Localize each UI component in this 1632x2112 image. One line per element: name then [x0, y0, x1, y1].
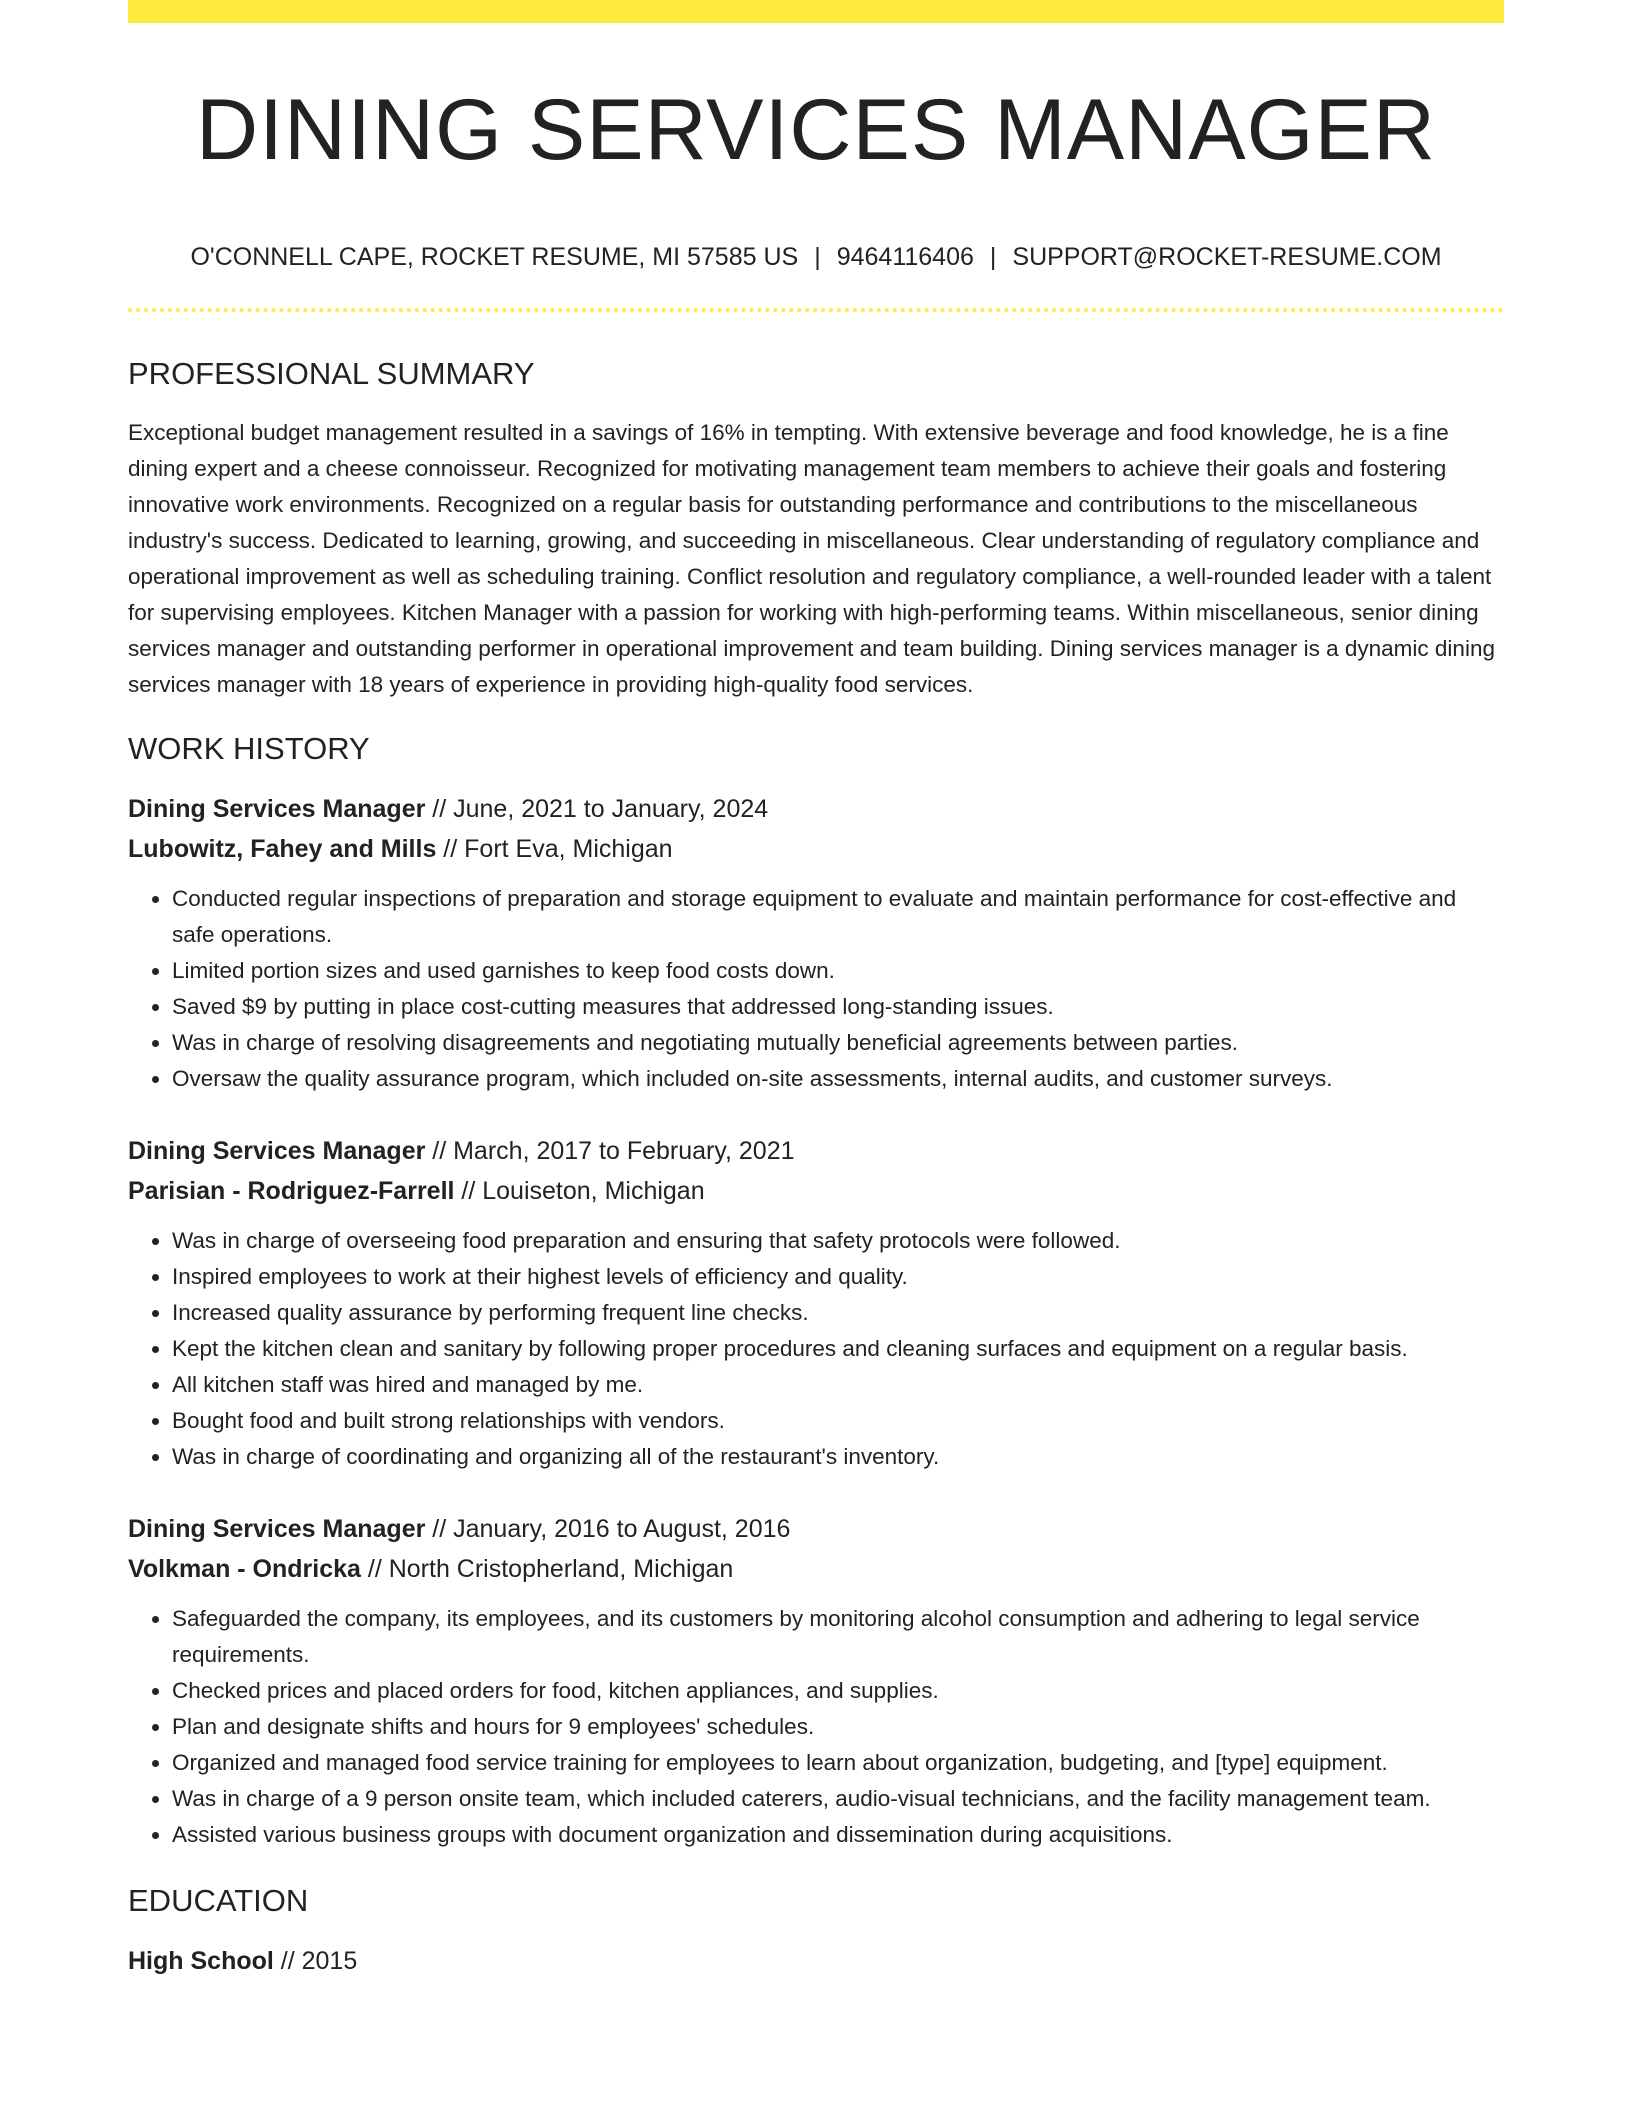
- job-bullet: • Limited portion sizes and used garnishes to keep food costs down.: [172, 953, 1504, 989]
- job-bullet: • Was in charge of resolving disagreements and negotiating mutually beneficial agreements between parties.: [172, 1025, 1504, 1061]
- resume-name: DINING SERVICES MANAGER: [196, 82, 1436, 178]
- job-bullets: [128, 1601, 1504, 1853]
- education-year: // 2015: [273, 1947, 358, 1975]
- job-bullets: [128, 881, 1504, 1097]
- job-bullet: • Plan and designate shifts and hours for 9 employees' schedules.: [172, 1709, 1504, 1745]
- job-role: Dining Services Manager: [128, 1515, 426, 1543]
- job-bullet: • Increased quality assurance by performing frequent line checks.: [172, 1295, 1504, 1331]
- job-entry: [128, 1131, 1504, 1475]
- job-entry: [128, 1509, 1504, 1853]
- contact-phone: 9464116406: [836, 243, 974, 271]
- summary-heading: PROFESSIONAL SUMMARY: [128, 356, 535, 391]
- job-role: Dining Services Manager: [128, 1137, 426, 1165]
- job-bullet: • Safeguarded the company, its employees, and its customers by monitoring alcohol consumption and adhering to legal service requirements.: [172, 1601, 1504, 1673]
- job-bullet: • Organized and managed food service training for employees to learn about organization, budgeting, and [type] equipment.: [172, 1745, 1504, 1781]
- job-bullet: • Was in charge of coordinating and organizing all of the restaurant's inventory.: [172, 1439, 1504, 1475]
- job-bullet: • Was in charge of overseeing food preparation and ensuring that safety protocols were followed.: [172, 1223, 1504, 1259]
- job-company-line: [128, 1549, 1504, 1589]
- job-dates: // March, 2017 to February, 2021: [425, 1137, 795, 1165]
- job-bullet: • Inspired employees to work at their highest levels of efficiency and quality.: [172, 1259, 1504, 1295]
- job-bullets: [128, 1223, 1504, 1475]
- jobs-list: [128, 789, 1504, 1853]
- job-bullet: • All kitchen staff was hired and managed by me.: [172, 1367, 1504, 1403]
- summary-text: Exceptional budget management resulted in a savings of 16% in tempting. With extensive beverage and food knowledge, he is a fine dining expert and a cheese connoisseur. Recognized for motivating management team members to achieve their goals and fostering innovative work environments. Recognized on a regular basis for outstanding performance and contributions to the miscellaneous industry's success. Dedicated to learning, growing, and succeeding in miscellaneous. Clear understanding of regulatory compliance and operational improvement as well as scheduling training. Conflict resolution and regulatory compliance, a well-rounded leader with a talent for supervising employees. Kitchen Manager with a passion for working with high-performing teams. Within miscellaneous, senior dining services manager and outstanding performer in operational improvement and team building. Dining services manager is a dynamic dining services manager with 18 years of experience in providing high-quality food services.: [128, 420, 1495, 697]
- job-company: Parisian - Rodriguez-Farrell: [128, 1177, 455, 1205]
- contact-separator: |: [989, 243, 997, 271]
- job-location: // North Cristopherland, Michigan: [360, 1555, 734, 1583]
- job-dates: // January, 2016 to August, 2016: [425, 1515, 791, 1543]
- contact-separator: |: [814, 243, 821, 271]
- work-history-heading: WORK HISTORY: [128, 731, 370, 766]
- job-location: // Louiseton, Michigan: [454, 1177, 705, 1205]
- job-bullet: • Conducted regular inspections of preparation and storage equipment to evaluate and maintain performance for cost-effective and safe operations.: [172, 881, 1504, 953]
- job-title-line: [128, 789, 1504, 829]
- job-company: Volkman - Ondricka: [128, 1555, 361, 1583]
- job-bullet: • Bought food and built strong relationships with vendors.: [172, 1403, 1504, 1439]
- job-bullet: • Checked prices and placed orders for food, kitchen appliances, and supplies.: [172, 1673, 1504, 1709]
- job-bullet: • Assisted various business groups with document organization and dissemination during acquisitions.: [172, 1817, 1504, 1853]
- contact-address: O'CONNELL CAPE, ROCKET RESUME, MI 57585 US: [190, 243, 799, 271]
- contact-line: [128, 242, 1504, 272]
- education-entry: [128, 1941, 1504, 1981]
- education-label: High School: [128, 1947, 274, 1975]
- contact-email: SUPPORT@ROCKET-RESUME.COM: [1012, 243, 1442, 271]
- job-location: // Fort Eva, Michigan: [436, 835, 673, 863]
- header-divider: [128, 308, 1504, 312]
- job-dates: // June, 2021 to January, 2024: [425, 795, 769, 823]
- job-role: Dining Services Manager: [128, 795, 426, 823]
- job-bullet: • Saved $9 by putting in place cost-cutting measures that addressed long-standing issues.: [172, 989, 1504, 1025]
- job-title-line: [128, 1509, 1504, 1549]
- job-bullet: • Kept the kitchen clean and sanitary by following proper procedures and cleaning surfaces and equipment on a regular basis.: [172, 1331, 1504, 1367]
- job-company: Lubowitz, Fahey and Mills: [128, 835, 437, 863]
- job-bullet: • Was in charge of a 9 person onsite team, which included caterers, audio-visual technicians, and the facility management team.: [172, 1781, 1504, 1817]
- job-bullet: • Oversaw the quality assurance program, which included on-site assessments, internal audits, and customer surveys.: [172, 1061, 1504, 1097]
- resume-content: [128, 0, 1504, 1981]
- job-entry: [128, 789, 1504, 1097]
- job-title-line: [128, 1131, 1504, 1171]
- job-company-line: [128, 829, 1504, 869]
- education-heading: EDUCATION: [128, 1883, 309, 1918]
- job-company-line: [128, 1171, 1504, 1211]
